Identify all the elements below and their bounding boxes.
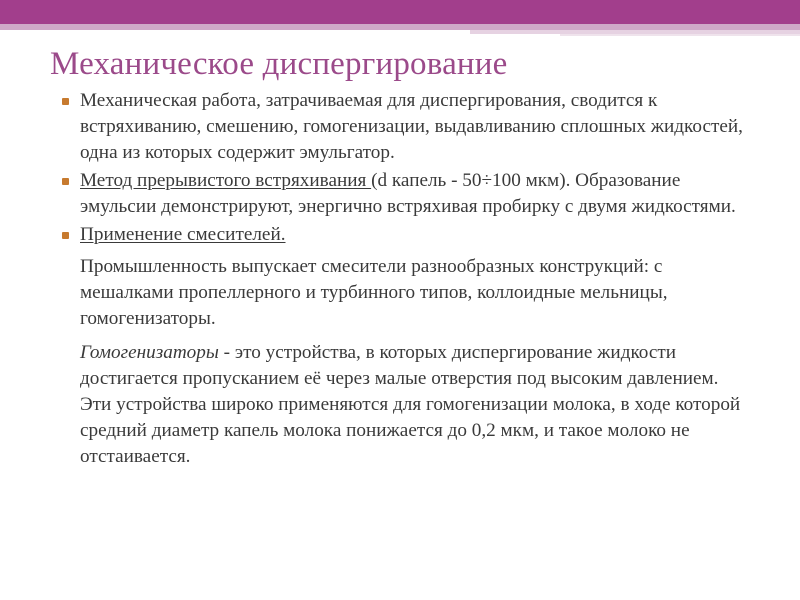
- bullet-item-1: [62, 88, 752, 166]
- italic-term: Гомогенизаторы: [80, 342, 219, 363]
- paragraph-homogenizers: [62, 340, 752, 470]
- bullet-item-3: [62, 222, 752, 248]
- slide-body: [62, 88, 752, 470]
- bullet-item-text: Механическая работа, затрачиваемая для диспергирования, сводится к встряхиванию, смешению, гомогенизации, выдавливанию сплошных жидкостей, одна из которых содержит эмульгатор.: [80, 90, 743, 163]
- decorative-header-band: [0, 0, 800, 36]
- bullet-item-2: [62, 168, 752, 220]
- paragraph-text: - это устройства, в которых диспергирование жидкости достигается пропусканием её через малые отверстия под высоким давлением. Эти устройства широко применяются для гомогенизации молока, в ходе которой средний диаметр капель молока понижается до 0,2 мкм, и такое молоко не отстаивается.: [80, 342, 741, 467]
- bullet-marker: [62, 178, 69, 185]
- bullet-item-text: (d капель - 50÷100 мкм). Образование эмульсии демонстрируют, энергично встряхивая пробирку с двумя жидкостями.: [80, 170, 736, 217]
- slide-title: Механическое диспергирование: [50, 46, 508, 82]
- bullet-marker: [62, 98, 69, 105]
- underlined-method-name: Метод прерывистого встряхивания: [80, 170, 372, 191]
- bullet-marker: [62, 232, 69, 239]
- paragraph-mixers: Промышленность выпускает смесители разнообразных конструкций: с мешалками пропеллерного и турбинного типов, коллоидные мельницы, гомогенизаторы.: [80, 256, 668, 329]
- underlined-section-heading: Применение смесителей.: [80, 224, 286, 245]
